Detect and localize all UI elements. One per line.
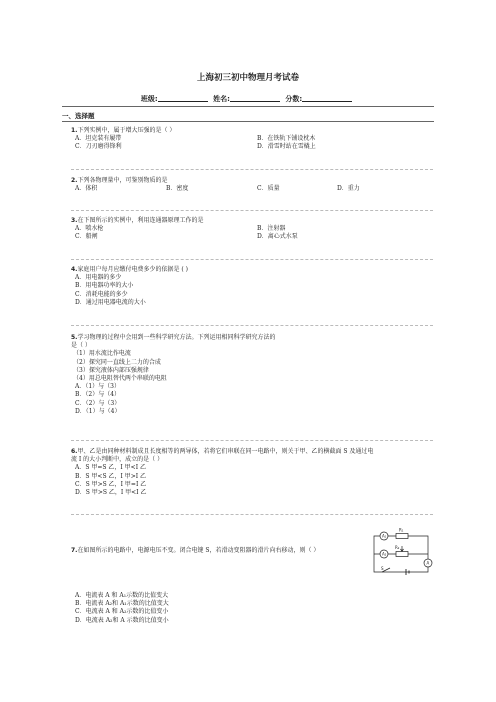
- question-stem-continued: 流 I 的大小判断中，成立的是（ ）: [71, 456, 164, 464]
- question-number: 1.: [71, 127, 78, 134]
- question-1: [71, 127, 436, 152]
- question-stem: 在如图所示的电路中，电源电压不变。闭合电键 S，若滑动变阻器的滑片向右移动，则（ ）: [77, 547, 320, 554]
- class-label: 班级:: [140, 95, 158, 103]
- option-d: D．通过用电器电流的大小: [75, 298, 146, 306]
- score-label: 分数:: [285, 95, 303, 103]
- option-b: B．在铁轨下铺设枕木: [257, 135, 316, 143]
- option-c: C．消耗电能的多少: [75, 290, 128, 298]
- option-d: D．滑雪时站在雪橇上: [257, 143, 316, 151]
- option-c: C．S 甲>S 乙，I 甲=I 乙: [75, 480, 147, 488]
- question-stem: 家庭用户每月应缴付电费多少的依据是 ( ): [77, 266, 188, 273]
- circuit-diagram: [366, 526, 436, 576]
- name-label: 姓名:: [213, 95, 230, 103]
- question-stem: 学习物理的过程中会用到一些科学研究方法。下列运用相同科学研究方法的: [77, 334, 276, 341]
- question-7-options: [71, 592, 436, 625]
- question-stem: 下列各物理量中，可鉴别物质的是: [77, 177, 168, 184]
- question-5: [71, 334, 436, 416]
- statement-2: （2）探究同一直线上二力的合成: [73, 358, 161, 366]
- resistor-r2: [396, 552, 408, 557]
- student-info-line: [0, 94, 496, 104]
- name-blank: [230, 94, 280, 102]
- question-2: [71, 177, 436, 193]
- option-a: A．（1）与（3）: [75, 383, 120, 391]
- question-number: 2.: [71, 177, 78, 184]
- option-b: B．密度: [166, 185, 189, 193]
- question-stem-continued: 是（ ）: [71, 342, 91, 350]
- question-stem: 下列实例中，属于增大压强的是（ ）: [77, 127, 176, 134]
- option-a: A．坦克装有履带: [75, 135, 122, 143]
- statement-4: （4）用总电阻替代两个串联的电阻: [73, 375, 167, 383]
- section-divider: [62, 121, 434, 122]
- section-title: 一、选择题: [62, 112, 95, 120]
- option-d: D．离心式水泵: [257, 233, 298, 241]
- resistor-r2-label: R₂: [395, 545, 400, 550]
- option-c: C．（2）与（3）: [75, 399, 121, 407]
- option-d: D．S 甲>S 乙，I 甲<I 乙: [75, 489, 147, 497]
- option-c: C．质量: [257, 185, 280, 193]
- resistor-r1-label: R₁: [399, 527, 404, 533]
- question-3: [71, 217, 436, 242]
- question-number: 6.: [71, 448, 78, 455]
- option-c: C．刀刃磨得锋利: [75, 143, 122, 151]
- score-blank: [302, 94, 352, 102]
- option-c: C．电流表 A 和 A₂示数的比值变小: [75, 608, 169, 616]
- question-stem: 甲、乙是由同种材料制成且长度相等的两导体，若将它们串联在同一电路中，则关于甲、乙的横截面 S 及通过电: [77, 448, 374, 455]
- ammeter-a2-label: A₂: [382, 551, 387, 557]
- ammeter-a1-label: A₁: [382, 533, 387, 539]
- option-a: A．体积: [75, 185, 98, 193]
- option-a: A．喷水枪: [75, 225, 104, 233]
- question-stem: 在下图所示的实例中，利用连通器原理工作的是: [77, 217, 204, 224]
- switch-label: S: [381, 566, 384, 571]
- option-b: B．电流表 A₂和 A₁示数的比值变大: [75, 600, 169, 608]
- option-a: A．用电器的多少: [75, 274, 122, 282]
- question-divider: [71, 259, 433, 260]
- option-d: D．重力: [337, 185, 360, 193]
- resistor-r1: [396, 534, 408, 539]
- question-number: 4.: [71, 266, 78, 273]
- question-divider: [71, 514, 433, 515]
- option-b: B．注射器: [257, 225, 286, 233]
- question-divider: [71, 440, 433, 441]
- question-divider: [71, 169, 433, 170]
- question-4: [71, 266, 436, 307]
- option-a: A．电流表 A 和 A₁示数的比值变大: [75, 592, 169, 599]
- option-d: D．（1）与（4）: [75, 407, 121, 415]
- question-number: 5.: [71, 334, 78, 341]
- page-title: 上海初三初中物理月考试卷: [196, 73, 299, 83]
- question-number: 3.: [71, 217, 78, 224]
- option-b: B．S 甲<S 乙，I 甲>I 乙: [75, 472, 147, 480]
- option-b: B．用电器功率的大小: [75, 282, 134, 290]
- option-a: A．S 甲=S 乙，I 甲<I 乙: [75, 464, 146, 472]
- header-divider: [62, 106, 434, 107]
- class-blank: [158, 94, 208, 102]
- question-6: [71, 448, 436, 497]
- question-number: 7.: [71, 547, 78, 554]
- question-divider: [71, 325, 433, 326]
- statement-1: （1）用水流比作电流: [73, 350, 131, 358]
- option-c: C．船闸: [75, 233, 98, 241]
- question-divider: [71, 210, 433, 211]
- option-b: B．（2）与（4）: [75, 391, 121, 399]
- statement-3: （3）探究液体内部压强规律: [73, 366, 149, 374]
- option-d: D．电流表 A₂和 A 示数的比值变小: [75, 616, 169, 624]
- ammeter-a-label: A: [426, 560, 430, 566]
